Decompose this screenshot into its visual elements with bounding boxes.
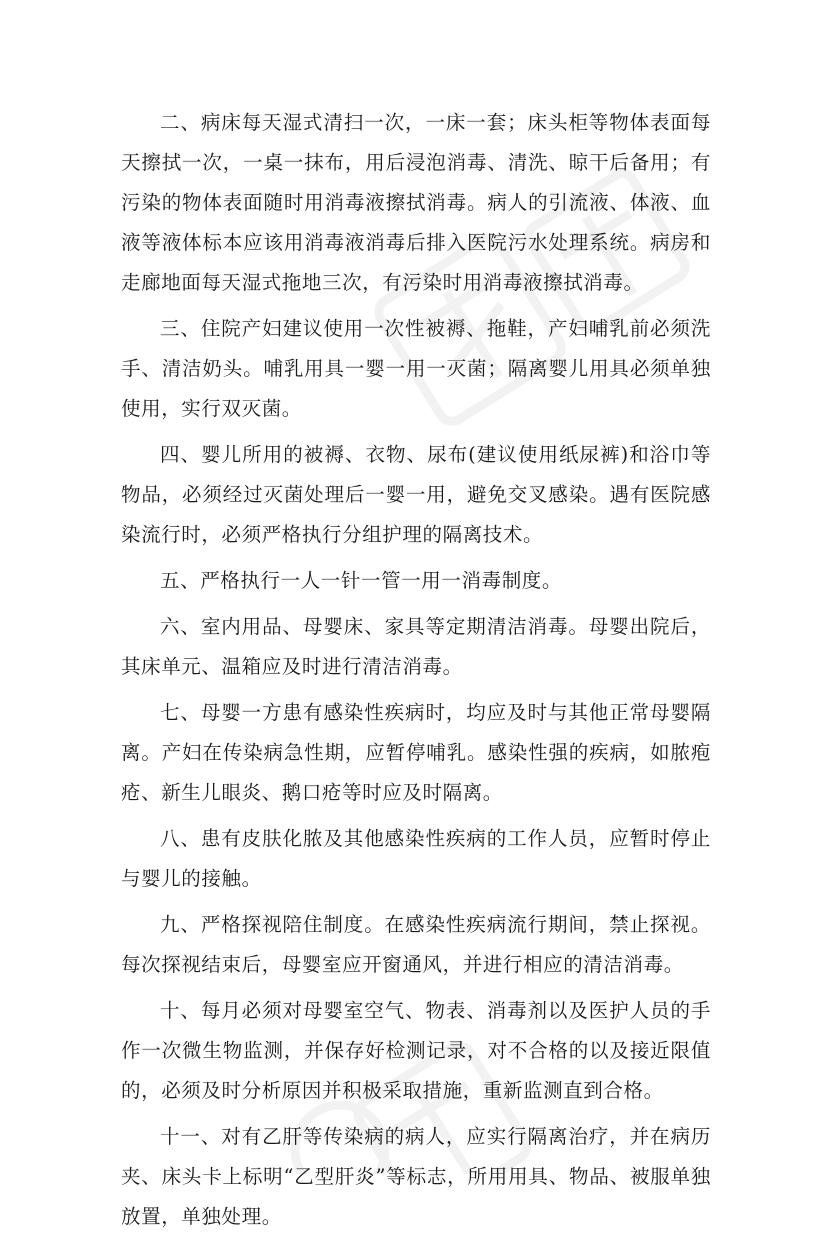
paragraph-8-staff-infection: 八、患有皮肤化脓及其他感染性疾病的工作人员，应暂时停止与婴儿的接触。	[121, 827, 711, 890]
paragraph-10-monitoring: 十、每月必须对母婴室空气、物表、消毒剂以及医护人员的手作一次微生物监测，并保存好检测记录，对不合格的以及接近限值的，必须及时分析原因并积极采取措施，重新监测直到合格。	[121, 999, 711, 1102]
paragraph-6-indoor-items: 六、室内用品、母婴床、家具等定期清洁消毒。母婴出院后，其床单元、温箱应及时进行清洁消毒。	[121, 615, 711, 678]
paragraph-2-ward-cleaning: 二、病床每天湿式清扫一次，一床一套；床头柜等物体表面每天擦拭一次，一桌一抹布，用后浸泡消毒、清洗、晾干后备用；有污染的物体表面随时用消毒液擦拭消毒。病人的引流液、体液、血液等液体标本应该用消毒液消毒后排入医院污水处理系统。病房和走廊地面每天湿式拖地三次，有污染时用消毒液擦拭消毒。	[121, 111, 711, 294]
paragraph-3-maternal-hygiene: 三、住院产妇建议使用一次性被褥、拖鞋，产妇哺乳前必须洗手、清洁奶头。哺乳用具一婴一用一灭菌；隔离婴儿用具必须单独使用，实行双灭菌。	[121, 317, 711, 420]
paragraph-7-infection-isolation: 七、母婴一方患有感染性疾病时，均应及时与其他正常母婴隔离。产妇在传染病急性期，应暂停哺乳。感染性强的疾病，如脓疱疮、新生儿眼炎、鹅口疮等时应及时隔离。	[121, 701, 711, 804]
document-body	[121, 103, 711, 1243]
paragraph-11-hepatitis: 十一、对有乙肝等传染病的病人，应实行隔离治疗，并在病历夹、床头卡上标明“乙型肝炎”等标志，所用用具、物品、被服单独放置，单独处理。	[121, 1125, 711, 1228]
paragraph-9-visiting-rules: 九、严格探视陪住制度。在感染性疾病流行期间，禁止探视。每次探视结束后，母婴室应开窗通风，并进行相应的清洁消毒。	[121, 913, 711, 976]
paragraph-5-injection-rule: 五、严格执行一人一针一管一用一消毒制度。	[160, 569, 563, 592]
paragraph-4-infant-items: 四、婴儿所用的被褥、衣物、尿布(建议使用纸尿裤)和浴巾等物品，必须经过灭菌处理后一婴一用，避免交叉感染。遇有医院感染流行时，必须严格执行分组护理的隔离技术。	[121, 443, 711, 546]
